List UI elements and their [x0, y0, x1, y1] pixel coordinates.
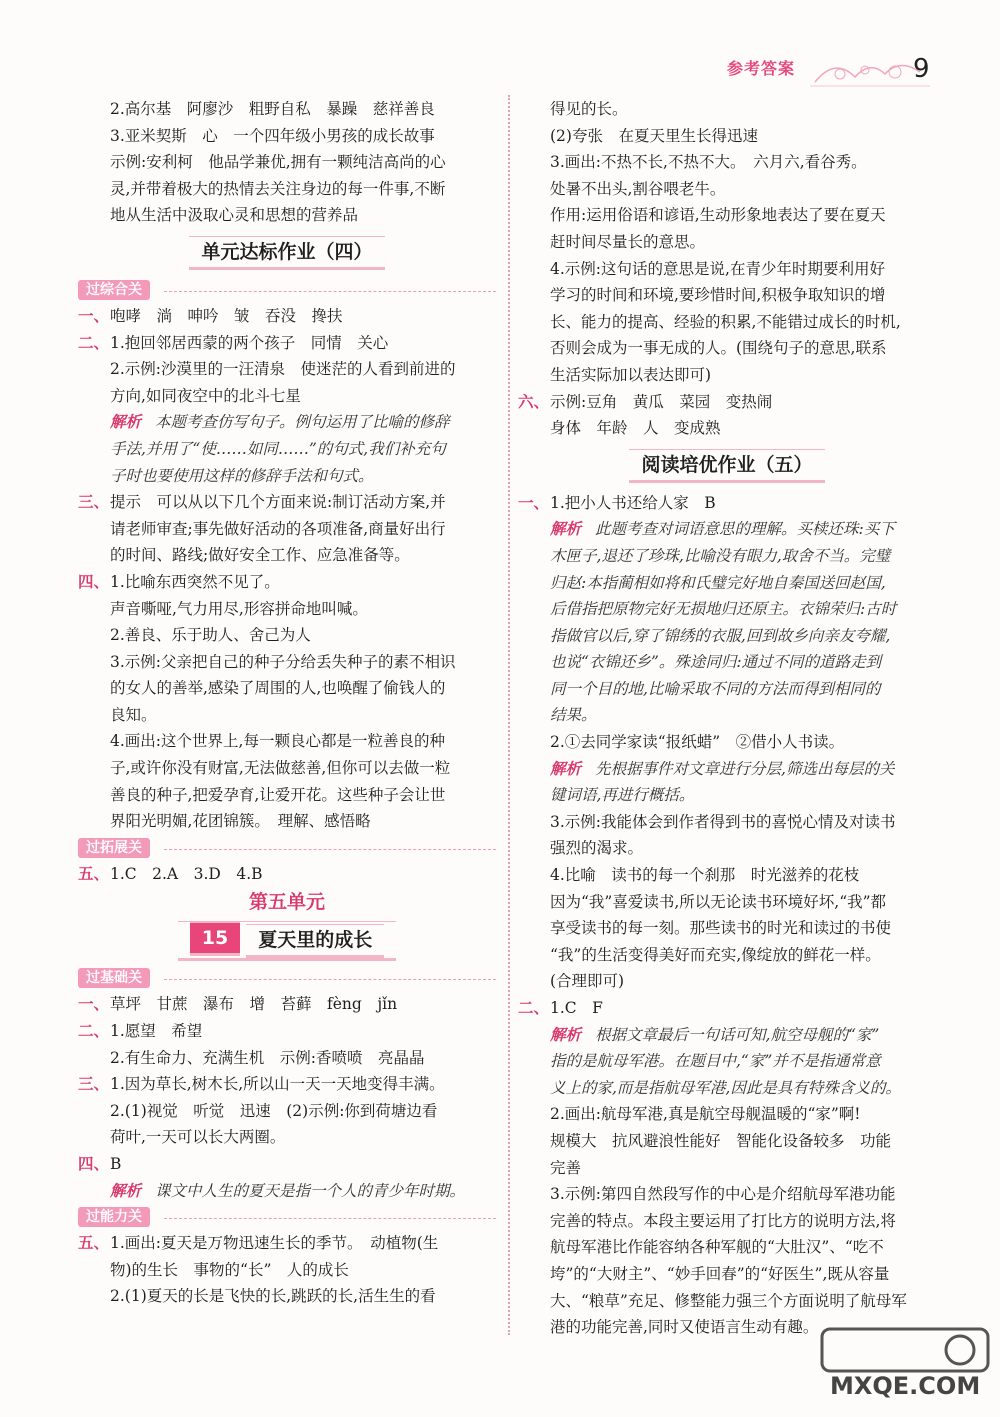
- answer-text: 垮”的“大财主”、“妙手回春”的“好医生”,既从容量: [550, 1264, 890, 1283]
- item-number: 三、: [78, 1075, 110, 1094]
- left-column: [78, 96, 496, 1310]
- answer-text: 强烈的渴求。: [550, 839, 644, 858]
- answer-text: 4.比喻 读书的每一个刹那 时光滋养的花枝: [550, 866, 860, 885]
- answer-text: 草坪 甘蔗 瀑布 增 苔藓 fèng jǐn: [110, 995, 398, 1014]
- answer-text: 1.愿望 希望: [110, 1022, 203, 1041]
- answer-text: 2.有生命力、充满生机 示例:香喷喷 亮晶晶: [110, 1048, 425, 1067]
- answer-text: 3.示例:父亲把自己的种子分给丢失种子的素不相识: [110, 652, 456, 671]
- answer-text: 1.C 2.A 3.D 4.B: [110, 864, 263, 883]
- item-number: 二、: [518, 999, 550, 1017]
- answer-text: 规模大 抗风避浪性能好 智能化设备较多 功能: [550, 1131, 892, 1150]
- answer-text: 善良的种子,把爱孕育,让爱开花。这些种子会让世: [110, 785, 446, 804]
- answer-text: 1.把小人书还给人家 B: [550, 493, 716, 512]
- answer-text: 身体 年龄 人 变成熟: [550, 419, 721, 438]
- answer-text: 良知。: [110, 705, 157, 724]
- answer-text: 1.因为草长,树木长,所以山一天一天地变得丰满。: [110, 1075, 445, 1094]
- answer-text: 2.示例:沙漠里的一汪清泉 使迷茫的人看到前进的: [110, 360, 456, 379]
- answer-text: 2.(1)夏天的长是飞快的长,跳跃的长,活生生的看: [110, 1287, 436, 1306]
- section-title: 单元达标作业（四）: [78, 231, 496, 275]
- explanation-text: 手法,并用了“使……如同……”的句式,我们补充句: [110, 439, 446, 458]
- answer-text: 3.示例:第四自然段写作的中心是介绍航母军港功能: [550, 1185, 896, 1204]
- explanation-text: 子时也要使用这样的修辞手法和句式。: [110, 466, 374, 485]
- item-number: 六、: [518, 392, 550, 411]
- answer-text: B: [110, 1155, 122, 1173]
- text-line: 作用:运用俗语和谚语,生动形象地表达了要在夏天: [550, 206, 886, 225]
- answer-text: 港的功能完善,同时又使语言生动有趣。: [550, 1318, 819, 1337]
- item-number: 二、: [78, 1022, 110, 1041]
- section-title: 阅读培优作业（五）: [518, 444, 936, 488]
- explanation-text: 指做官以后,穿了锦绣的衣服,回到故乡向亲友夸耀,: [550, 626, 891, 645]
- answer-text: 2.①去同学家读“报纸蜡” ②借小人书读。: [550, 733, 845, 752]
- text-line: 否则会成为一事无成的人。(围绕句子的意思,联系: [550, 339, 887, 358]
- answer-text: (合理即可): [550, 972, 625, 991]
- text-line: (2)夸张 在夏天里生长得迅速: [550, 126, 758, 145]
- explanation-label: 解析: [550, 759, 582, 778]
- text-line: 示例:安利柯 他品学兼优,拥有一颗纯洁高尚的心: [110, 153, 446, 172]
- stage-badge: 过基础关: [78, 968, 150, 988]
- text-line: 3.亚米契斯 心 一个四年级小男孩的成长故事: [110, 126, 435, 145]
- text-line: 得见的长。: [550, 100, 628, 118]
- explanation-label: 解析: [110, 413, 142, 432]
- answer-text: 提示 可以从以下几个方面来说:制订活动方案,并: [110, 493, 446, 512]
- lesson-number: 15: [190, 922, 240, 956]
- explanation-text: 键词语,再进行概括。: [550, 786, 695, 805]
- answer-text: 2.(1)视觉 听觉 迅速 (2)示例:你到荷塘边看: [110, 1101, 438, 1120]
- text-line: 4.示例:这句话的意思是说,在青少年时期要利用好: [550, 259, 885, 278]
- answer-text: 完善的特点。本段主要运用了打比方的说明方法,将: [550, 1211, 896, 1230]
- item-number: 四、: [78, 572, 110, 591]
- answer-text: 的时间、路线;做好安全工作、应急准备等。: [110, 546, 410, 565]
- watermark-logo-icon: [820, 1325, 990, 1375]
- stage-badge-row: [78, 835, 496, 861]
- item-number: 五、: [78, 1234, 110, 1253]
- answer-text: 大、“粮草”充足、修整能力强三个方面说明了航母军: [550, 1291, 907, 1310]
- unit-title: 第五单元: [248, 891, 325, 914]
- text-line: 学习的时间和环境,要珍惜时间,积极争取知识的增: [550, 286, 886, 305]
- page-header: [715, 52, 985, 92]
- right-column: [518, 96, 936, 1341]
- explanation-text: 同一个目的地,比喻采取不同的方法而得到相同的: [550, 679, 881, 698]
- text-line: 2.高尔基 阿廖沙 粗野自私 暴躁 慈祥善良: [110, 100, 435, 118]
- answer-text: “我”的生活变得美好而充实,像绽放的鲜花一样。: [550, 945, 881, 964]
- header-label: 参考答案: [727, 59, 796, 78]
- explanation-label: 解析: [550, 520, 582, 539]
- text-line: 灵,并带着极大的热情去关注身边的每一件事,不断: [110, 179, 446, 198]
- answer-text: 因为“我”喜爱读书,所以无论读书环境好坏,“我”都: [550, 892, 887, 911]
- answer-text: 咆哮 淌 呻吟 皱 吞没 搀扶: [110, 306, 343, 325]
- item-number: 四、: [78, 1155, 110, 1173]
- explanation-label: 解析: [550, 1025, 582, 1044]
- answer-text: 子,或许你没有财富,无法做慈善,但你可以去做一粒: [110, 759, 451, 778]
- explanation-text: 此题考查对词语意思的理解。买椟还珠:买下: [595, 520, 895, 539]
- answer-text: 2.善良、乐于助人、舍己为人: [110, 626, 311, 645]
- answer-text: 声音嘶哑,气力用尽,形容拼命地叫喊。: [110, 599, 368, 618]
- explanation-text: 本题考查仿写句子。例句运用了比喻的修辞: [155, 413, 450, 432]
- explanation-text: 课文中人生的夏天是指一个人的青少年时期。: [155, 1181, 466, 1200]
- explanation-text: 归赵:本指蔺相如将和氏璧完好地自秦国送回赵国,: [550, 573, 886, 592]
- answer-text: 示例:豆角 黄瓜 菜园 变热闹: [550, 392, 773, 411]
- page-number: 9: [913, 54, 930, 84]
- answer-text: 完善: [550, 1158, 582, 1177]
- answer-text: 享受读书的每一刻。那些读书的时光和读过的书使: [550, 919, 892, 938]
- answer-text: 1.C F: [550, 999, 603, 1017]
- explanation-text: 后借指把原物完好无损地归还原主。衣锦荣归:古时: [550, 600, 897, 619]
- text-line: 3.画出:不热不长,不热不大。 六月六,看谷秀。: [550, 153, 867, 172]
- text-line: 赶时间尽量长的意思。: [550, 232, 706, 251]
- answer-text: 1.抱回邻居西蒙的两个孩子 同情 关心: [110, 333, 389, 352]
- explanation-text: 根据文章最后一句话可知,航空母舰的“家”: [595, 1025, 880, 1044]
- answer-text: 方向,如同夜空中的北斗七星: [110, 386, 301, 405]
- answer-text: 的女人的善举,感染了周围的人,也唤醒了偷钱人的: [110, 679, 446, 698]
- stage-badge: 过综合关: [78, 280, 150, 300]
- answer-text: 2.画出:航母军港,真是航空母舰温暖的“家”啊!: [550, 1105, 861, 1124]
- answer-text: 航母军港比作能容纳各种军舰的“大肚汉”、“吃不: [550, 1238, 884, 1257]
- item-number: 二、: [78, 333, 110, 352]
- item-number: 一、: [518, 493, 550, 512]
- item-number: 一、: [78, 995, 110, 1014]
- stage-badge: 过拓展关: [78, 838, 150, 858]
- explanation-text: 义上的家,而是指航母军港,因此是具有特殊含义的。: [550, 1078, 901, 1097]
- explanation-text: 指的是航母军港。在题目中,“家”并不是指通常意: [550, 1052, 881, 1071]
- text-line: 长、能力的提高、经验的积累,不能错过成长的时机,: [550, 312, 901, 331]
- item-number: 五、: [78, 864, 110, 883]
- column-divider: [508, 95, 510, 1335]
- item-number: 三、: [78, 493, 110, 512]
- stage-badge: 过能力关: [78, 1207, 150, 1227]
- text-line: 生活实际加以表达即可): [550, 365, 712, 384]
- explanation-text: 结果。: [550, 706, 597, 725]
- stage-badge-row: [78, 965, 496, 991]
- answer-text: 物)的生长 事物的“长” 人的成长: [110, 1260, 349, 1279]
- watermark-site: MXQE.COM: [830, 1372, 981, 1400]
- answer-text: 4.画出:这个世界上,每一颗良心都是一粒善良的种: [110, 732, 445, 751]
- explanation-text: 也说“衣锦还乡”。殊途同归:通过不同的道路走到: [550, 653, 882, 672]
- stage-badge-row: [78, 277, 496, 303]
- answer-text: 3.示例:我能体会到作者得到书的喜悦心情及对读书: [550, 812, 896, 831]
- answer-text: 1.比喻东西突然不见了。: [110, 572, 280, 591]
- answer-text: 荷叶,一天可以长大两圈。: [110, 1128, 286, 1147]
- explanation-text: 先根据事件对文章进行分层,筛选出每层的关: [595, 759, 895, 778]
- explanation-text: 木匣子,退还了珍珠,比喻没有眼力,取舍不当。完璧: [550, 546, 891, 565]
- lesson-title: 15 夏天里的成长: [78, 919, 496, 963]
- stage-badge-row: [78, 1204, 496, 1230]
- item-number: 一、: [78, 306, 110, 325]
- answer-text: 界阳光明媚,花团锦簇。 理解、感悟略: [110, 812, 371, 831]
- explanation-label: 解析: [110, 1181, 142, 1200]
- answer-text: 请老师审查;事先做好活动的各项准备,商量好出行: [110, 519, 446, 538]
- text-line: 处暑不出头,割谷喂老牛。: [550, 179, 726, 198]
- answer-text: 1.画出:夏天是万物迅速生长的季节。 动植物(生: [110, 1234, 439, 1253]
- text-line: 地从生活中汲取心灵和思想的营养品: [110, 206, 359, 225]
- flower-decoration-icon: [810, 52, 930, 92]
